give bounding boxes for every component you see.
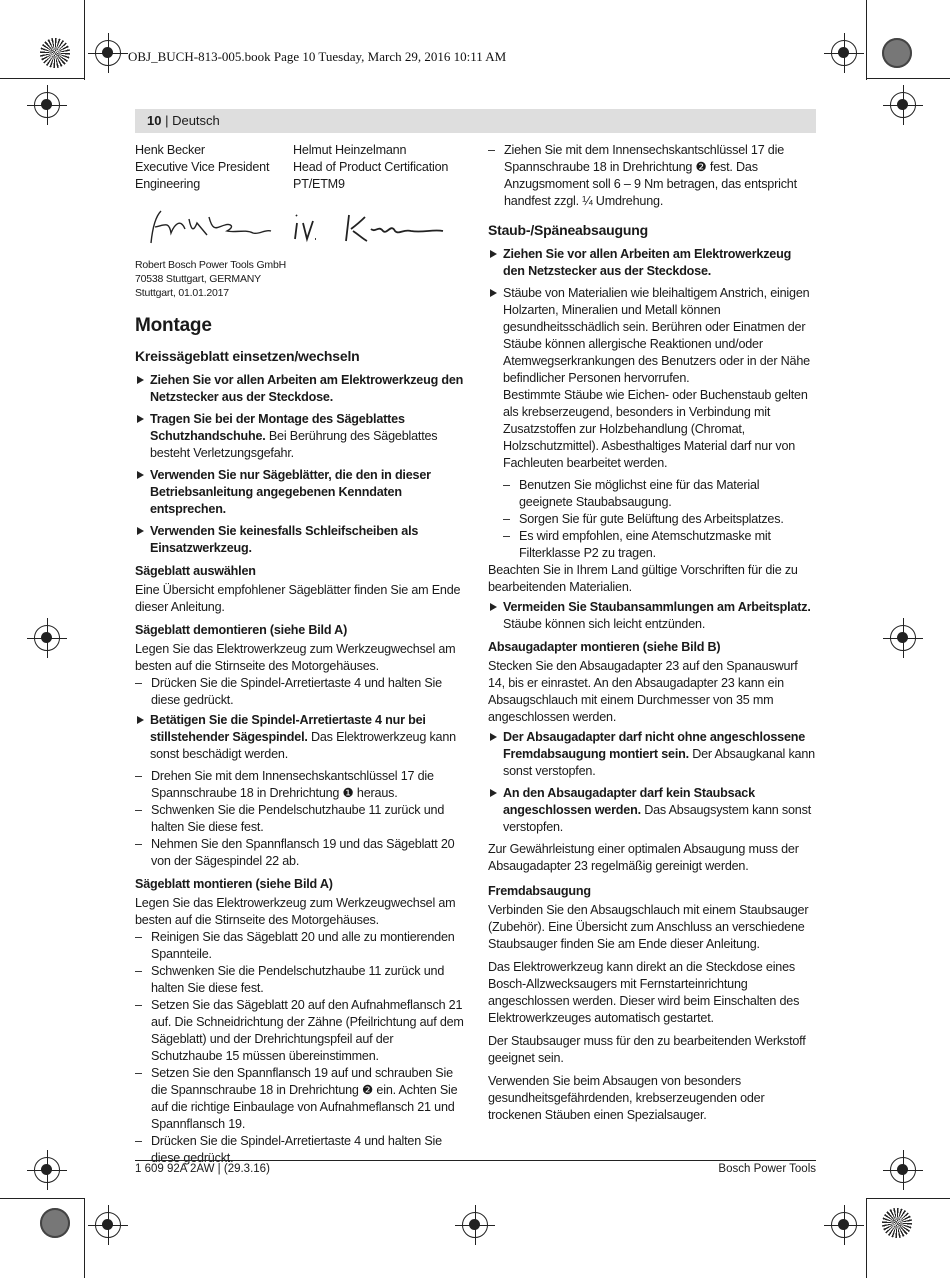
paragraph: Das Elektrowerkzeug kann direkt an die Steckdose eines Bosch-Allzwecksaugers mit Fernstarteinrichtung angeschlossen werden. Dieser wird beim Einschalten des Elektrowerkzeuges automatisch gestartet. <box>488 960 800 1025</box>
warning-triangle-icon <box>137 471 144 479</box>
dash-item: – Nehmen Sie den Spannflansch 19 und das Sägeblatt 20 von der Sägespindel 22 ab. <box>135 836 465 870</box>
heading-adapter: Absaugadapter montieren (siehe Bild B) <box>488 640 721 654</box>
crop-mark <box>0 78 84 79</box>
footer-brand: Bosch Power Tools <box>718 1163 816 1175</box>
warning-triangle-icon <box>490 603 497 611</box>
paragraph: Verbinden Sie den Absaugschlauch mit einem Staubsauger (Zubehör). Eine Übersicht zum Anschluss an verschiedene Staubsauger finden Sie am Ende dieser Anleitung. <box>488 903 809 951</box>
dash-item: – Sorgen Sie für gute Belüftung des Arbeitsplatzes. <box>503 511 816 528</box>
star-target-icon <box>882 1208 912 1238</box>
warning-item: Der Absaugadapter darf nicht ohne angeschlossene Fremdabsaugung montiert sein. Der Absaugkanal kann sonst verstopfen. <box>488 729 816 780</box>
crop-mark <box>866 1198 950 1199</box>
warning-triangle-icon <box>137 376 144 384</box>
warning-item: Ziehen Sie vor allen Arbeiten am Elektrowerkzeug den Netzstecker aus der Steckdose. <box>488 246 816 280</box>
warning-item: Tragen Sie bei der Montage des Sägeblattes Schutzhandschuhe. Bei Berührung des Sägeblattes besteht Verletzungsgefahr. <box>135 411 465 462</box>
signatory-dept: Engineering <box>135 177 201 191</box>
dash-item: – Benutzen Sie möglichst eine für das Material geeignete Staubabsaugung. <box>503 477 816 511</box>
crop-mark <box>84 0 85 80</box>
right-column <box>488 142 816 1124</box>
warning-item: Ziehen Sie vor allen Arbeiten am Elektrowerkzeug den Netzstecker aus der Steckdose. <box>135 372 465 406</box>
warning-triangle-icon <box>490 733 497 741</box>
footer-doc-number: 1 609 92A 2AW | (29.3.16) <box>135 1163 270 1175</box>
subsection-title: Kreissägeblatt einsetzen/wechseln <box>135 348 360 364</box>
registration-mark-icon <box>890 625 916 651</box>
warning-item: Verwenden Sie nur Sägeblätter, die den in dieser Betriebsanleitung angegebenen Kenndaten entsprechen. <box>135 467 465 518</box>
crop-mark <box>866 1198 867 1278</box>
grey-target-icon <box>40 1208 70 1238</box>
dash-item: – Schwenken Sie die Pendelschutzhaube 11 zurück und halten Sie diese fest. <box>135 963 465 997</box>
registration-mark-icon <box>831 40 857 66</box>
paragraph: Der Staubsauger muss für den zu bearbeitenden Werkstoff geeignet sein. <box>488 1034 806 1065</box>
warning-item: Vermeiden Sie Staubansammlungen am Arbeitsplatz. Stäube können sich leicht entzünden. <box>488 599 816 633</box>
crop-mark <box>0 1198 84 1199</box>
company-name: Robert Bosch Power Tools GmbH <box>135 259 286 271</box>
crop-mark <box>866 0 867 80</box>
crop-mark <box>84 1198 85 1278</box>
dash-item: – Drücken Sie die Spindel-Arretiertaste 4 und halten Sie diese gedrückt. <box>135 675 465 709</box>
dash-item: – Es wird empfohlen, eine Atemschutzmaske mit Filterklasse P2 zu tragen. <box>503 528 816 562</box>
dash-item: – Schwenken Sie die Pendelschutzhaube 11 zurück und halten Sie diese fest. <box>135 802 465 836</box>
paragraph: Beachten Sie in Ihrem Land gültige Vorschriften für die zu bearbeitenden Materialien. <box>488 563 798 594</box>
crop-mark <box>866 78 950 79</box>
signatory-dept: PT/ETM9 <box>293 177 345 191</box>
registration-mark-icon <box>34 1157 60 1183</box>
registration-mark-icon <box>831 1212 857 1238</box>
dash-item: – Drücken Sie die Spindel-Arretiertaste 4 und halten Sie diese gedrückt. <box>135 1133 465 1167</box>
warning-triangle-icon <box>490 289 497 297</box>
page-number: 10 <box>147 113 162 128</box>
heading-remove-blade: Sägeblatt demontieren (siehe Bild A) <box>135 623 348 637</box>
paragraph: Legen Sie das Elektrowerkzeug zum Werkzeugwechsel am besten auf die Stirnseite des Motorgehäuses. <box>135 896 456 927</box>
signatory-title: Executive Vice President <box>135 160 270 174</box>
paragraph: Verwenden Sie beim Absaugen von besonders gesundheitsgefährdenden, krebserzeugenden oder trockenen Stäuben einen Spezialsauger. <box>488 1074 765 1122</box>
signatory-name: Helmut Heinzelmann <box>293 143 407 157</box>
left-column <box>135 142 465 1167</box>
signatory-1 <box>135 142 293 258</box>
registration-mark-icon <box>890 1157 916 1183</box>
warning-triangle-icon <box>490 250 497 258</box>
star-target-icon <box>40 38 70 68</box>
paragraph: Stecken Sie den Absaugadapter 23 auf den Spanauswurf 14, bis er einrastet. An den Absaugadapter 23 kann ein Absaugschlauch mit einem Durchmesser von 35 mm angeschlossen werden. <box>488 659 798 724</box>
signatory-2 <box>293 142 451 258</box>
dash-item: – Setzen Sie den Spannflansch 19 auf und schrauben Sie die Spannschraube 18 in Drehrichtung ❷ ein. Achten Sie auf die richtige Einbaulage von Aufnahmeflansch 21 und Spannflansch 19. <box>135 1065 465 1133</box>
language-label: Deutsch <box>172 113 220 128</box>
registration-mark-icon <box>34 92 60 118</box>
warning-item: Betätigen Sie die Spindel-Arretiertaste 4 nur bei stillstehender Sägespindel. Das Elektrowerkzeug kann sonst beschädigt werden. <box>135 712 465 763</box>
paragraph: Zur Gewährleistung einer optimalen Absaugung muss der Absaugadapter 23 regelmäßig gereinigt werden. <box>488 842 799 873</box>
dash-item: – Reinigen Sie das Sägeblatt 20 und alle zu montierenden Spannteile. <box>135 929 465 963</box>
signatory-name: Henk Becker <box>135 143 205 157</box>
signature-becker <box>135 193 285 253</box>
warning-triangle-icon <box>490 789 497 797</box>
warning-triangle-icon <box>137 415 144 423</box>
registration-mark-icon <box>34 625 60 651</box>
heading-select-blade: Sägeblatt auswählen <box>135 564 256 578</box>
warning-triangle-icon <box>137 527 144 535</box>
paragraph: Legen Sie das Elektrowerkzeug zum Werkzeugwechsel am besten auf die Stirnseite des Motorgehäuses. <box>135 642 456 673</box>
company-address <box>135 258 465 300</box>
signatory-title: Head of Product Certification <box>293 160 449 174</box>
dash-item: – Drehen Sie mit dem Innensechskantschlüssel 17 die Spannschraube 18 in Drehrichtung ❶ heraus. <box>135 768 465 802</box>
registration-mark-icon <box>95 1212 121 1238</box>
warning-item: Verwenden Sie keinesfalls Schleifscheiben als Einsatzwerkzeug. <box>135 523 465 557</box>
signature-heinzelmann <box>293 193 453 253</box>
registration-mark-icon <box>95 40 121 66</box>
registration-mark-icon <box>462 1212 488 1238</box>
subsection-title: Staub-/Späneabsaugung <box>488 222 648 238</box>
dash-item: – Setzen Sie das Sägeblatt 20 auf den Aufnahmeflansch 21 auf. Die Schneidrichtung der Zähne (Pfeilrichtung auf dem Sägeblatt) und der Drehrichtungspfeil auf der Schutzhaube 15 müssen übereinstimmen. <box>135 997 465 1065</box>
grey-target-icon <box>882 38 912 68</box>
signatories <box>135 142 465 258</box>
company-date: Stuttgart, 01.01.2017 <box>135 287 229 299</box>
company-city: 70538 Stuttgart, GERMANY <box>135 273 261 285</box>
warning-item: Stäube von Materialien wie bleihaltigem Anstrich, einigen Holzarten, Mineralien und Metall können gesundheitsschädlich sein. Berühren oder Einatmen der Stäube können allergische Reaktionen und/oder Atemwegserkrankungen des Benutzers oder in der Nähe befindlicher Personen hervorrufen. Bestimmte Stäube wie Eichen- oder Buchenstaub gelten als krebserzeugend, besonders in Verbindung mit Zusatzstoffen zur Holzbehandlung (Chromat, Holzschutzmittel). Asbesthaltiges Material darf nur von Fachleuten bearbeitet werden. <box>488 285 816 472</box>
paragraph: Eine Übersicht empfohlener Sägeblätter finden Sie am Ende dieser Anleitung. <box>135 583 461 614</box>
dash-item: – Ziehen Sie mit dem Innensechskantschlüssel 17 die Spannschraube 18 in Drehrichtung ❷ fest. Das Anzugsmoment soll 6 – 9 Nm betragen, das entspricht handfest zzgl. ¼ Umdrehung. <box>488 142 816 210</box>
warning-triangle-icon <box>137 716 144 724</box>
page-footer <box>135 1160 816 1175</box>
section-title: Montage <box>135 315 212 336</box>
page-header: 10 | Deutsch <box>135 109 816 133</box>
heading-mount-blade: Sägeblatt montieren (siehe Bild A) <box>135 877 333 891</box>
warning-item: An den Absaugadapter darf kein Staubsack angeschlossen werden. Das Absaugsystem kann sonst verstopfen. <box>488 785 816 836</box>
print-run-header: OBJ_BUCH-813-005.book Page 10 Tuesday, March 29, 2016 10:11 AM <box>128 49 507 64</box>
heading-external-extraction: Fremdabsaugung <box>488 884 591 898</box>
registration-mark-icon <box>890 92 916 118</box>
